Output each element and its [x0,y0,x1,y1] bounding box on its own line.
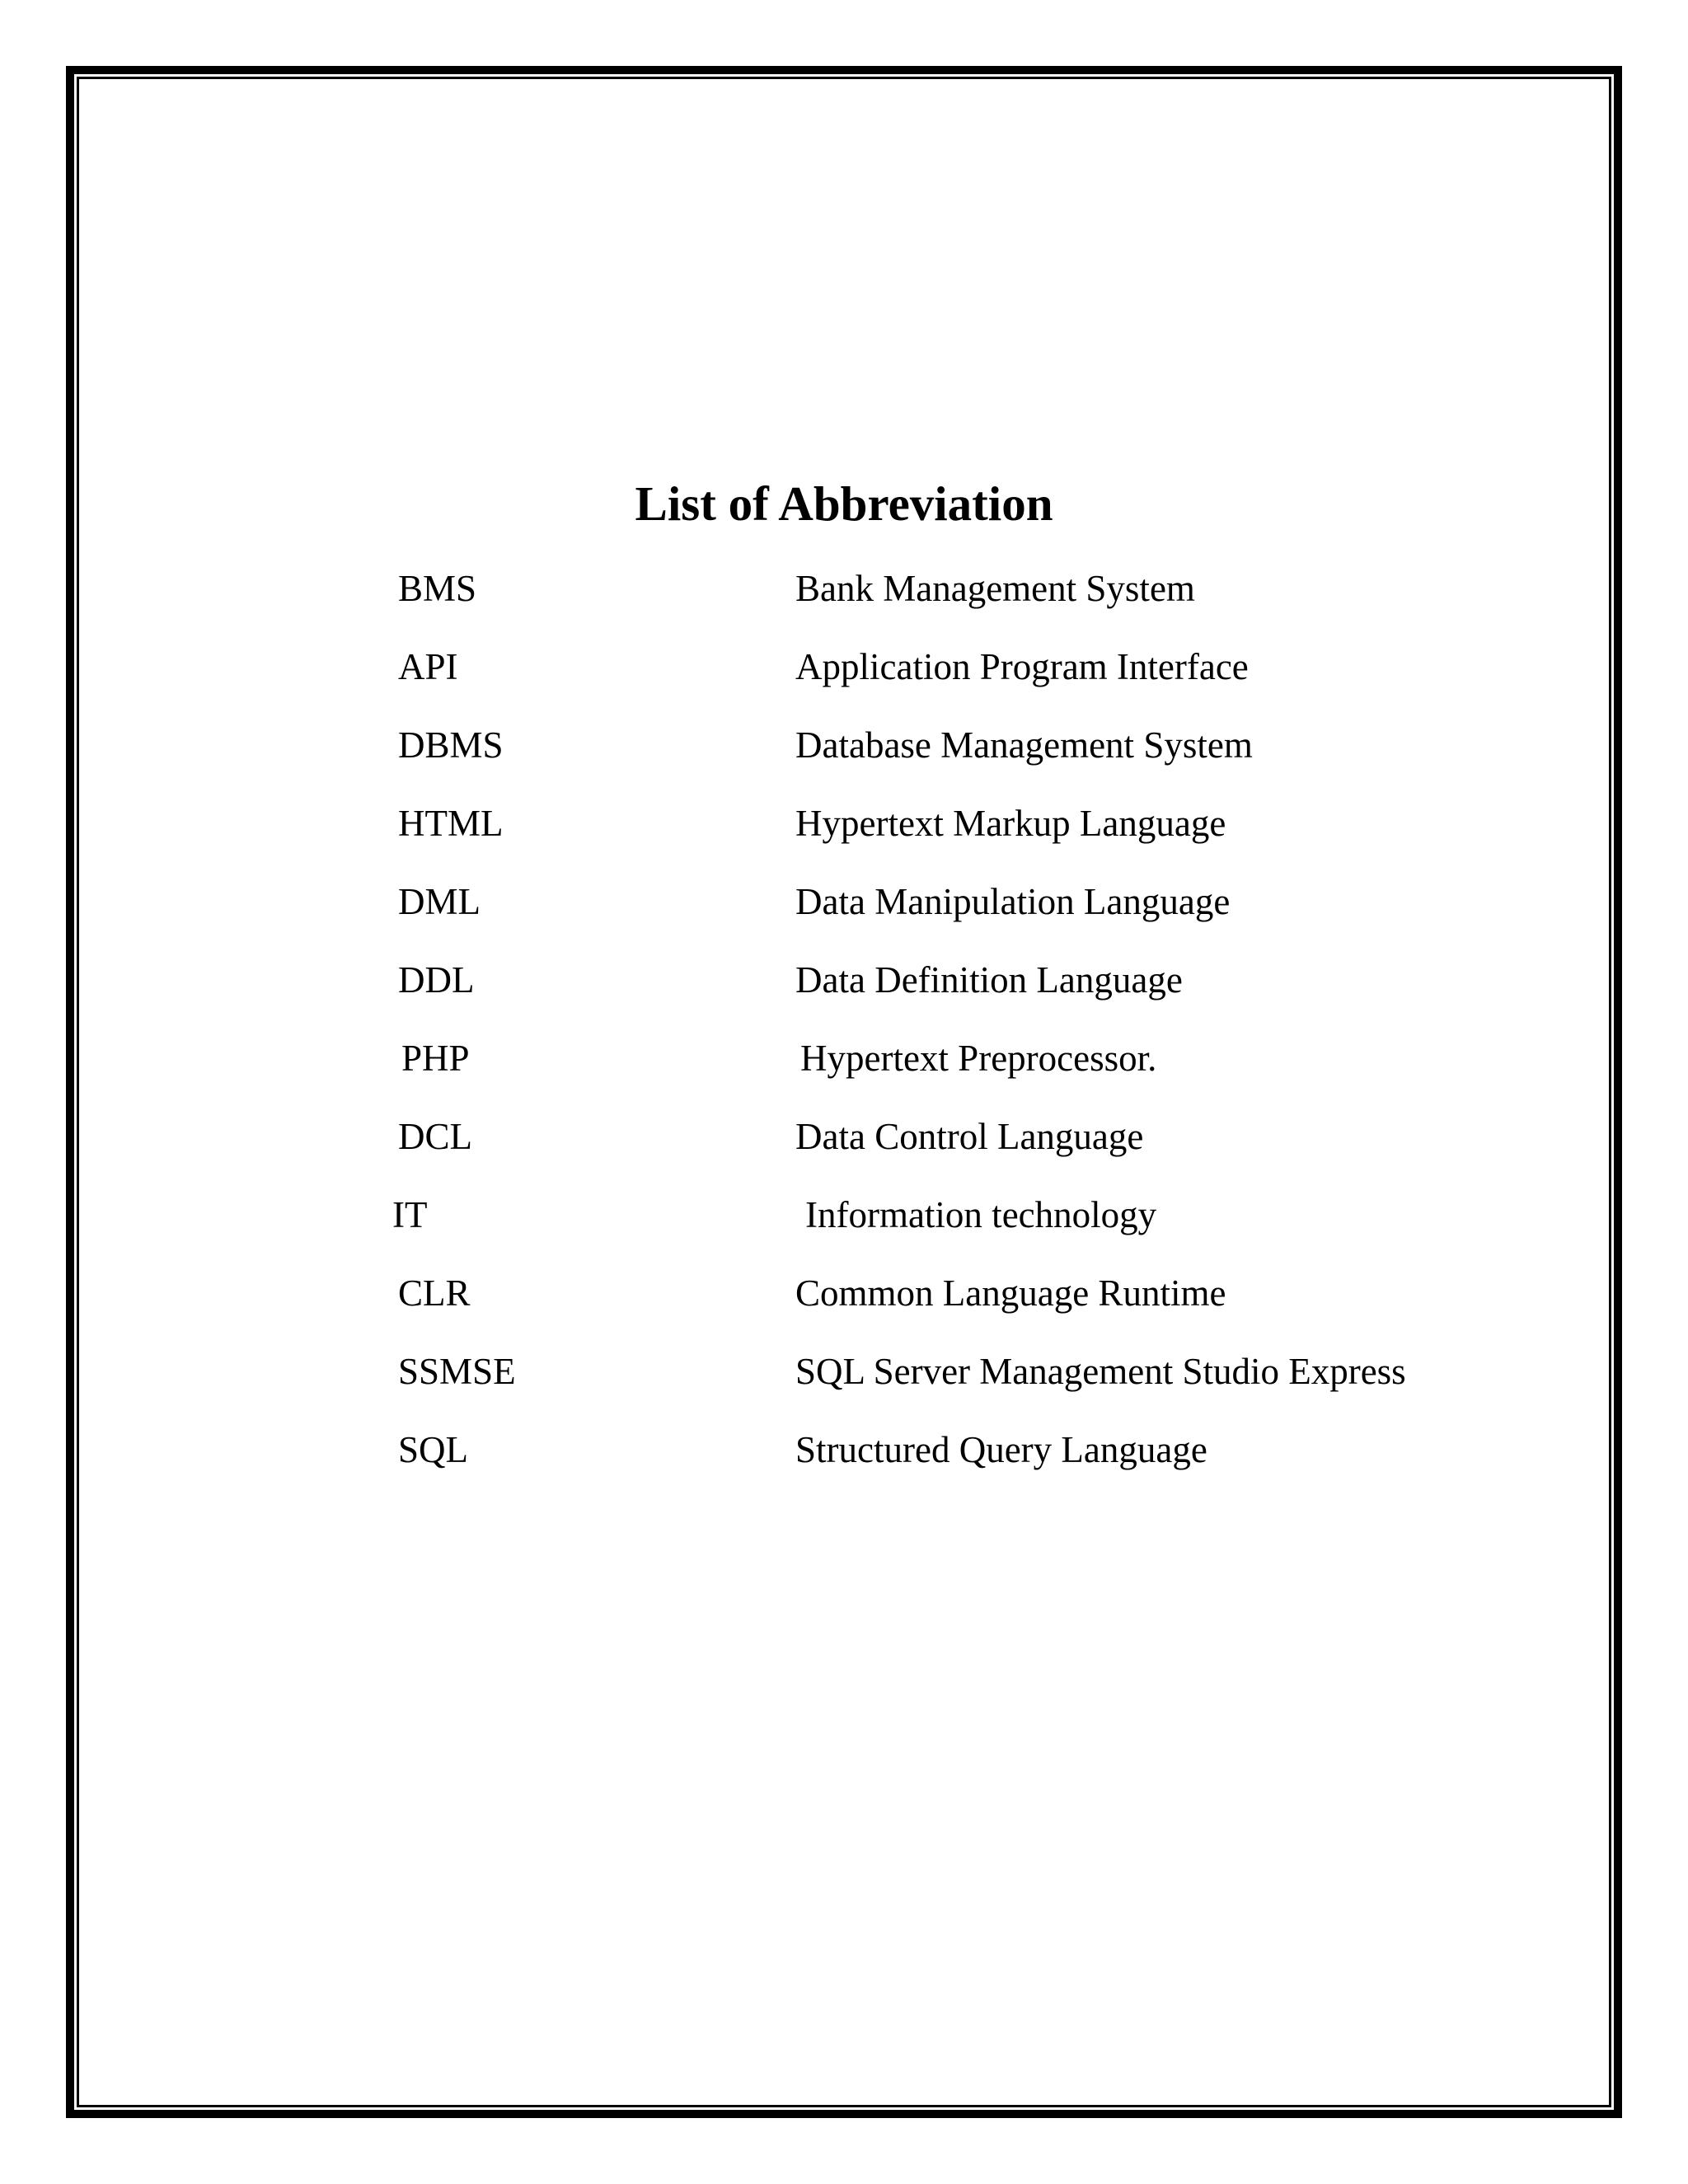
abbreviation-row [0,790,1688,856]
abbreviation-term: DDL [398,959,475,1001]
abbreviation-term: DML [398,881,481,922]
abbreviation-row [0,1417,1688,1483]
abbreviation-definition: Data Control Language [795,1116,1144,1157]
abbreviation-row [0,1260,1688,1326]
abbreviation-definition: Information technology [805,1194,1157,1235]
abbreviation-definition: Application Program Interface [795,646,1249,687]
abbreviation-term: IT [392,1194,428,1235]
abbreviation-row [0,1182,1688,1248]
abbreviation-row [0,1025,1688,1091]
abbreviation-definition: SQL Server Management Studio Express [795,1351,1406,1392]
abbreviation-definition: Structured Query Language [795,1429,1207,1470]
abbreviation-row [0,1104,1688,1169]
abbreviation-term: CLR [398,1272,471,1314]
abbreviation-term: HTML [398,803,504,844]
abbreviation-term: DCL [398,1116,472,1157]
page-border-inner [77,77,1611,2107]
abbreviation-term: BMS [398,568,477,609]
abbreviation-definition: Data Definition Language [795,959,1183,1001]
abbreviation-row [0,712,1688,778]
abbreviation-definition: Hypertext Markup Language [795,803,1226,844]
abbreviation-row [0,869,1688,935]
abbreviation-term: API [398,646,458,687]
abbreviation-term: DBMS [398,724,504,766]
abbreviation-term: PHP [401,1038,470,1079]
abbreviation-definition: Database Management System [795,724,1253,766]
abbreviation-row [0,947,1688,1013]
abbreviation-row [0,555,1688,621]
abbreviation-definition: Hypertext Preprocessor. [800,1038,1157,1079]
abbreviation-term: SQL [398,1429,469,1470]
page-title: List of Abbreviation [635,476,1053,531]
abbreviation-term: SSMSE [398,1351,516,1392]
abbreviation-row [0,1338,1688,1404]
abbreviation-definition: Common Language Runtime [795,1272,1226,1314]
abbreviation-row [0,634,1688,700]
abbreviation-definition: Bank Management System [795,568,1195,609]
abbreviation-definition: Data Manipulation Language [795,881,1231,922]
